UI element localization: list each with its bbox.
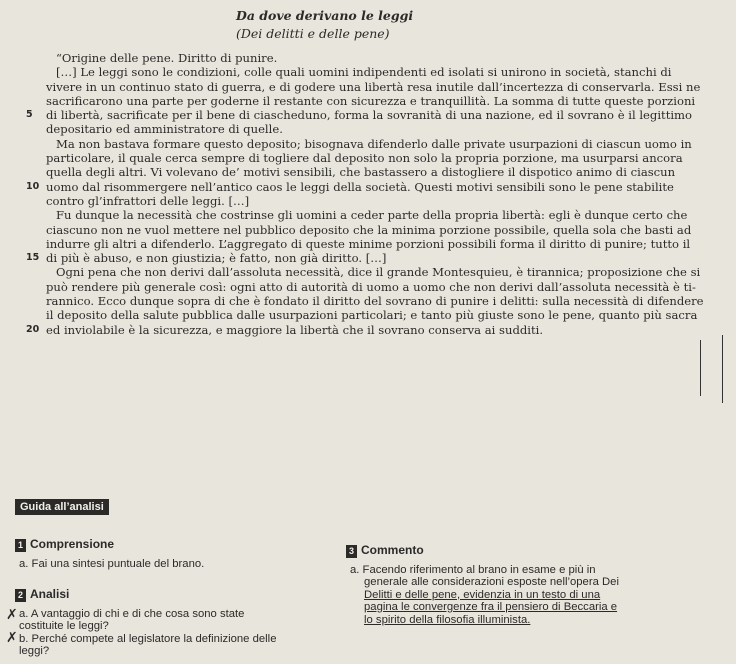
passage-line-text: vivere in un continuo stato di guerra, e di godere una libertà resa inutile dall’incertezza di conservarla. Essi ne: [46, 79, 701, 94]
section-comprensione: [15, 538, 345, 570]
passage-line: [46, 223, 702, 237]
passage-line: [26, 108, 702, 123]
question-item: a. A vantaggio di chi e di che cosa sono state: [19, 607, 245, 620]
question-item: b. Perché compete al legislatore la definizione delle: [19, 632, 277, 645]
passage-line-text: “Origine delle pene. Diritto di punire.: [56, 51, 278, 65]
passage-text: [26, 51, 704, 337]
question-item: pagina le convergenze fra il pensiero di Beccaria e: [364, 601, 618, 613]
passage-line: [46, 51, 702, 65]
passage-line: [26, 179, 702, 194]
passage-line-text: particolare, il quale cerca sempre di togliere dal deposito non solo la propria porzione, ma usurparsi ancora: [46, 151, 683, 166]
passage-line: [46, 151, 702, 165]
passage-title: Da dove derivano le leggi: [236, 8, 414, 23]
passage-line: [46, 237, 702, 251]
passage-line: [26, 251, 702, 266]
passage-line: [46, 65, 702, 79]
passage-line: [46, 294, 702, 308]
pen-cross-mark: ✗: [6, 607, 18, 623]
question-item: Delitti e delle pene, evidenzia in un testo di una: [364, 588, 601, 601]
line-number: 10: [26, 180, 40, 192]
passage-line-text: ciascuno non ne vuol mettere nel pubblico deposito che la minima porzione possibile, quella sola che basti ad: [46, 222, 692, 237]
section-heading: Comprensione: [30, 537, 115, 551]
question-item: generale alle considerazioni esposte nell’opera Dei: [364, 576, 619, 588]
section-analisi: [15, 588, 345, 658]
question-item: a. Facendo riferimento al brano in esame e più in: [350, 563, 596, 576]
passage-subtitle: (Dei delitti e delle pene): [236, 26, 390, 41]
passage-line-text: può rendere più generale così: ogni atto di autorità di uomo a uomo che non derivi dall’assoluta necessità è ti-: [46, 279, 696, 294]
passage-line-text: uomo dal risommergere nell’antico caos le leggi della società. Questi motivi sensibili sono le pene stabilite: [46, 179, 674, 194]
passage-line-text: ed inviolabile è la sicurezza, e maggiore la libertà che il sovrano conserva ai sudditi.: [46, 322, 544, 337]
passage-line: [46, 80, 702, 94]
question-item: lo spirito della filosofia illuminista.: [364, 613, 531, 626]
section-number: 1: [15, 539, 26, 552]
passage-line-text: […] Le leggi sono le condizioni, colle quali uomini indipendenti ed isolati si unirono in società, stanchi di: [56, 65, 672, 80]
passage-line: [46, 122, 702, 136]
passage-line-text: il deposito della salute pubblica dalle usurpazioni particolari; e tanto più giuste sono le pene, quanto più sacra: [46, 308, 698, 323]
section-heading: Analisi: [30, 587, 70, 601]
passage-line-text: di più è abuso, e non giustizia; è fatto, non già diritto. […]: [46, 251, 387, 266]
passage-line: [46, 137, 702, 151]
passage-line: [46, 208, 702, 222]
section-number: 3: [346, 545, 357, 558]
section-number: 2: [15, 589, 26, 602]
passage-line: [46, 280, 702, 294]
passage-line-text: depositario ed amministratore di quelle.: [46, 122, 283, 137]
section-commento: [346, 544, 716, 626]
passage-line: [46, 265, 702, 279]
question-item: a. Fai una sintesi puntuale del brano.: [19, 557, 205, 570]
passage-line-text: quella degli altri. Vi volevano de’ motivi sensibili, che bastassero a distogliere il dispotico animo di ciascun: [46, 165, 676, 180]
passage-line: [46, 308, 702, 322]
pen-cross-mark: ✗: [6, 630, 18, 646]
question-item: leggi?: [19, 645, 50, 657]
passage-line-text: contro gl’infrattori delle leggi. […]: [46, 193, 250, 208]
line-number: 15: [26, 252, 40, 264]
passage-line-text: Ogni pena che non derivi dall’assoluta necessità, dice il grande Montesquieu, è tirannica; proposizione che si: [56, 265, 701, 280]
passage-line-text: Ma non bastava formare questo deposito; bisognava difenderlo dalle private usurpazioni di ciascun uomo in: [56, 136, 692, 151]
line-number: 20: [26, 323, 40, 335]
passage-line: [46, 194, 702, 208]
line-number: 5: [26, 109, 33, 121]
section-heading: Commento: [361, 543, 424, 557]
question-item: costituite le leggi?: [19, 620, 109, 632]
passage-line: [46, 94, 702, 108]
passage-line: [46, 165, 702, 179]
pen-bracket-mark: [712, 335, 723, 403]
passage-line-text: di libertà, sacrificate per il bene di ciascheduno, forma la sovranità di una nazione, ed il sovrano è il legittimo: [46, 108, 693, 123]
pen-bracket-mark: [690, 340, 701, 396]
passage-line-text: sacrificarono una parte per goderne il restante con sicurezza e tranquillità. La somma di tutte queste porzioni: [46, 93, 696, 108]
passage-line-text: rannico. Ecco dunque sopra di che è fondato il diritto del sovrano di punire i delitti: sulla necessità di difendere: [46, 294, 704, 309]
passage-line: [26, 322, 702, 337]
passage-line-text: indurre gli altri a difenderlo. L’aggregato di queste minime porzioni possibili forma il diritto di punire; tutto il: [46, 236, 691, 251]
analysis-guide-badge: Guida all’analisi: [15, 499, 109, 515]
passage-line-text: Fu dunque la necessità che costrinse gli uomini a ceder parte della propria libertà: egli è dunque certo che: [56, 208, 688, 223]
